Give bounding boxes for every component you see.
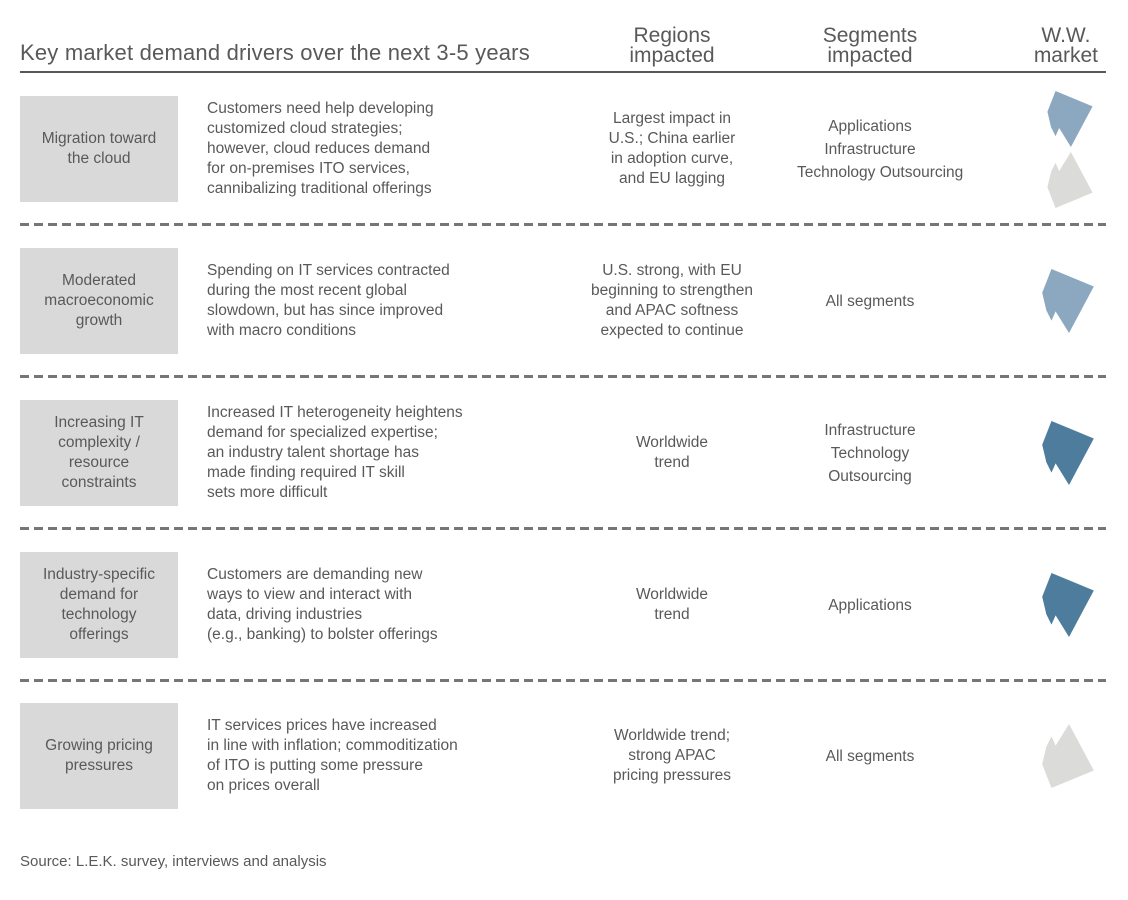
description-line: with macro conditions xyxy=(207,322,357,339)
description-cell xyxy=(178,716,547,796)
trend-arrow-stack xyxy=(1046,91,1094,208)
description-line: Increased IT heterogeneity heightens xyxy=(207,404,463,421)
rows xyxy=(20,73,1106,831)
driver-label-line: pressures xyxy=(64,757,134,774)
driver-label-line: Moderated xyxy=(61,272,137,289)
description-line: slowdown, but has since improved xyxy=(207,302,444,319)
description-line: ways to view and interact with xyxy=(207,586,413,603)
driver-label-line: offerings xyxy=(69,626,129,643)
segments-line: All segments xyxy=(825,747,915,765)
regions-line: Worldwide trend; xyxy=(613,727,730,744)
description-cell xyxy=(178,99,547,199)
description-line: data, driving industries xyxy=(207,606,363,623)
source-note: Source: L.E.K. survey, interviews and analysis xyxy=(20,853,327,870)
segments-line: Applications xyxy=(828,596,912,614)
driver-label-line: technology xyxy=(61,606,137,623)
driver-box xyxy=(20,96,178,202)
driver-cell xyxy=(20,552,178,658)
table-row xyxy=(20,225,1106,377)
table-row xyxy=(20,73,1106,225)
table-row xyxy=(20,377,1106,529)
column-header-line: impacted xyxy=(827,44,913,67)
column-header-line: Regions xyxy=(633,24,711,47)
description-line: (e.g., banking) to bolster offerings xyxy=(207,626,438,643)
regions-line: strong APAC xyxy=(628,747,716,764)
driver-cell xyxy=(20,96,178,202)
description-line: of ITO is putting some pressure xyxy=(207,757,423,774)
trend-arrow-stack xyxy=(1042,724,1094,788)
description-line: IT services prices have increased xyxy=(207,717,437,734)
driver-label-line: Increasing IT xyxy=(54,414,144,431)
description-line: on prices overall xyxy=(207,777,320,794)
regions-line: trend xyxy=(654,454,690,471)
driver-cell xyxy=(20,400,178,506)
page-title: Key market demand drivers over the next 3-5 years xyxy=(20,40,530,65)
driver-box xyxy=(20,248,178,354)
trend-up-arrow-icon xyxy=(1042,573,1094,637)
description-line: for on-premises ITO services, xyxy=(207,160,410,177)
ww-market-cell xyxy=(943,421,1106,485)
driver-box xyxy=(20,400,178,506)
regions-line: Largest impact in xyxy=(612,110,732,127)
description-line: however, cloud reduces demand xyxy=(207,140,431,157)
description-line: in line with inflation; commoditization xyxy=(207,737,458,754)
regions-line: beginning to strengthen xyxy=(590,282,754,299)
driver-label-line: resource xyxy=(68,454,130,471)
trend-down-arrow-icon xyxy=(1042,724,1094,788)
segments-line: Infrastructure xyxy=(824,140,916,158)
segments-line: All segments xyxy=(825,292,915,310)
ww-market-cell xyxy=(943,269,1106,333)
regions-line: in adoption curve, xyxy=(610,150,734,167)
driver-label-line: demand for xyxy=(59,586,139,603)
regions-line: pricing pressures xyxy=(612,767,732,784)
driver-box xyxy=(20,552,178,658)
segments-line: Infrastructure xyxy=(824,421,916,439)
regions-cell xyxy=(547,109,797,189)
driver-label-line: constraints xyxy=(61,474,137,491)
trend-arrow-stack xyxy=(1042,269,1094,333)
description-line: during the most recent global xyxy=(207,282,407,299)
segments-line: Technology xyxy=(830,444,910,462)
driver-label-line: Growing pricing xyxy=(45,737,153,754)
segments-line: Applications xyxy=(828,117,912,135)
description-line: Customers are demanding new xyxy=(207,566,423,583)
segments-cell xyxy=(797,115,964,184)
description-cell xyxy=(178,403,547,503)
regions-line: Worldwide xyxy=(635,586,709,603)
column-header-regions xyxy=(547,26,797,66)
driver-label-line: macroeconomic xyxy=(44,292,154,309)
driver-label-line: Migration toward xyxy=(41,130,157,147)
column-header-line: impacted xyxy=(629,44,715,67)
description-cell xyxy=(178,261,547,341)
description-line: demand for specialized expertise; xyxy=(207,424,438,441)
description-line: Customers need help developing xyxy=(207,100,434,117)
trend-up-arrow-icon xyxy=(1046,91,1094,147)
regions-line: and APAC softness xyxy=(605,302,739,319)
driver-label-line: growth xyxy=(75,312,123,329)
column-header-line: market xyxy=(1033,44,1098,67)
regions-line: U.S. strong, with EU xyxy=(602,262,742,279)
column-header-cell-ww xyxy=(943,26,1106,66)
trend-up-arrow-icon xyxy=(1042,421,1094,485)
driver-label-line: complexity / xyxy=(58,434,140,451)
regions-cell xyxy=(547,433,797,473)
trend-down-arrow-icon xyxy=(1046,152,1094,208)
description-line: sets more difficult xyxy=(207,484,328,501)
description-line: an industry talent shortage has xyxy=(207,444,419,461)
trend-arrow-stack xyxy=(1042,573,1094,637)
table-row xyxy=(20,681,1106,831)
column-header-segments xyxy=(797,26,943,66)
segments-cell xyxy=(797,419,943,488)
column-header-line: Segments xyxy=(822,24,918,47)
regions-line: trend xyxy=(654,606,690,623)
regions-cell xyxy=(547,261,797,341)
driver-box xyxy=(20,703,178,809)
description-line: made finding required IT skill xyxy=(207,464,405,481)
regions-line: U.S.; China earlier xyxy=(608,130,736,147)
segments-cell xyxy=(797,290,943,313)
driver-cell xyxy=(20,248,178,354)
segments-cell xyxy=(797,594,943,617)
ww-market-cell xyxy=(943,91,1106,208)
description-line: cannibalizing traditional offerings xyxy=(207,180,432,197)
column-header-line: W.W. xyxy=(1041,24,1091,47)
column-header-ww-market xyxy=(1034,26,1098,66)
regions-cell xyxy=(547,585,797,625)
regions-line: and EU lagging xyxy=(619,170,725,187)
regions-cell xyxy=(547,726,797,786)
ww-market-cell xyxy=(943,573,1106,637)
table-row xyxy=(20,529,1106,681)
segments-line: Technology Outsourcing xyxy=(797,163,964,181)
segments-cell xyxy=(797,745,943,768)
driver-cell xyxy=(20,703,178,809)
ww-market-cell xyxy=(943,724,1106,788)
description-line: Spending on IT services contracted xyxy=(207,262,450,279)
trend-up-arrow-icon xyxy=(1042,269,1094,333)
table-header xyxy=(20,0,1106,73)
description-line: customized cloud strategies; xyxy=(207,120,403,137)
trend-arrow-stack xyxy=(1042,421,1094,485)
regions-line: expected to continue xyxy=(600,322,744,339)
driver-label-line: the cloud xyxy=(67,150,131,167)
segments-line: Outsourcing xyxy=(828,467,912,485)
regions-line: Worldwide xyxy=(635,434,709,451)
description-cell xyxy=(178,565,547,645)
driver-label-line: Industry-specific xyxy=(43,566,155,583)
